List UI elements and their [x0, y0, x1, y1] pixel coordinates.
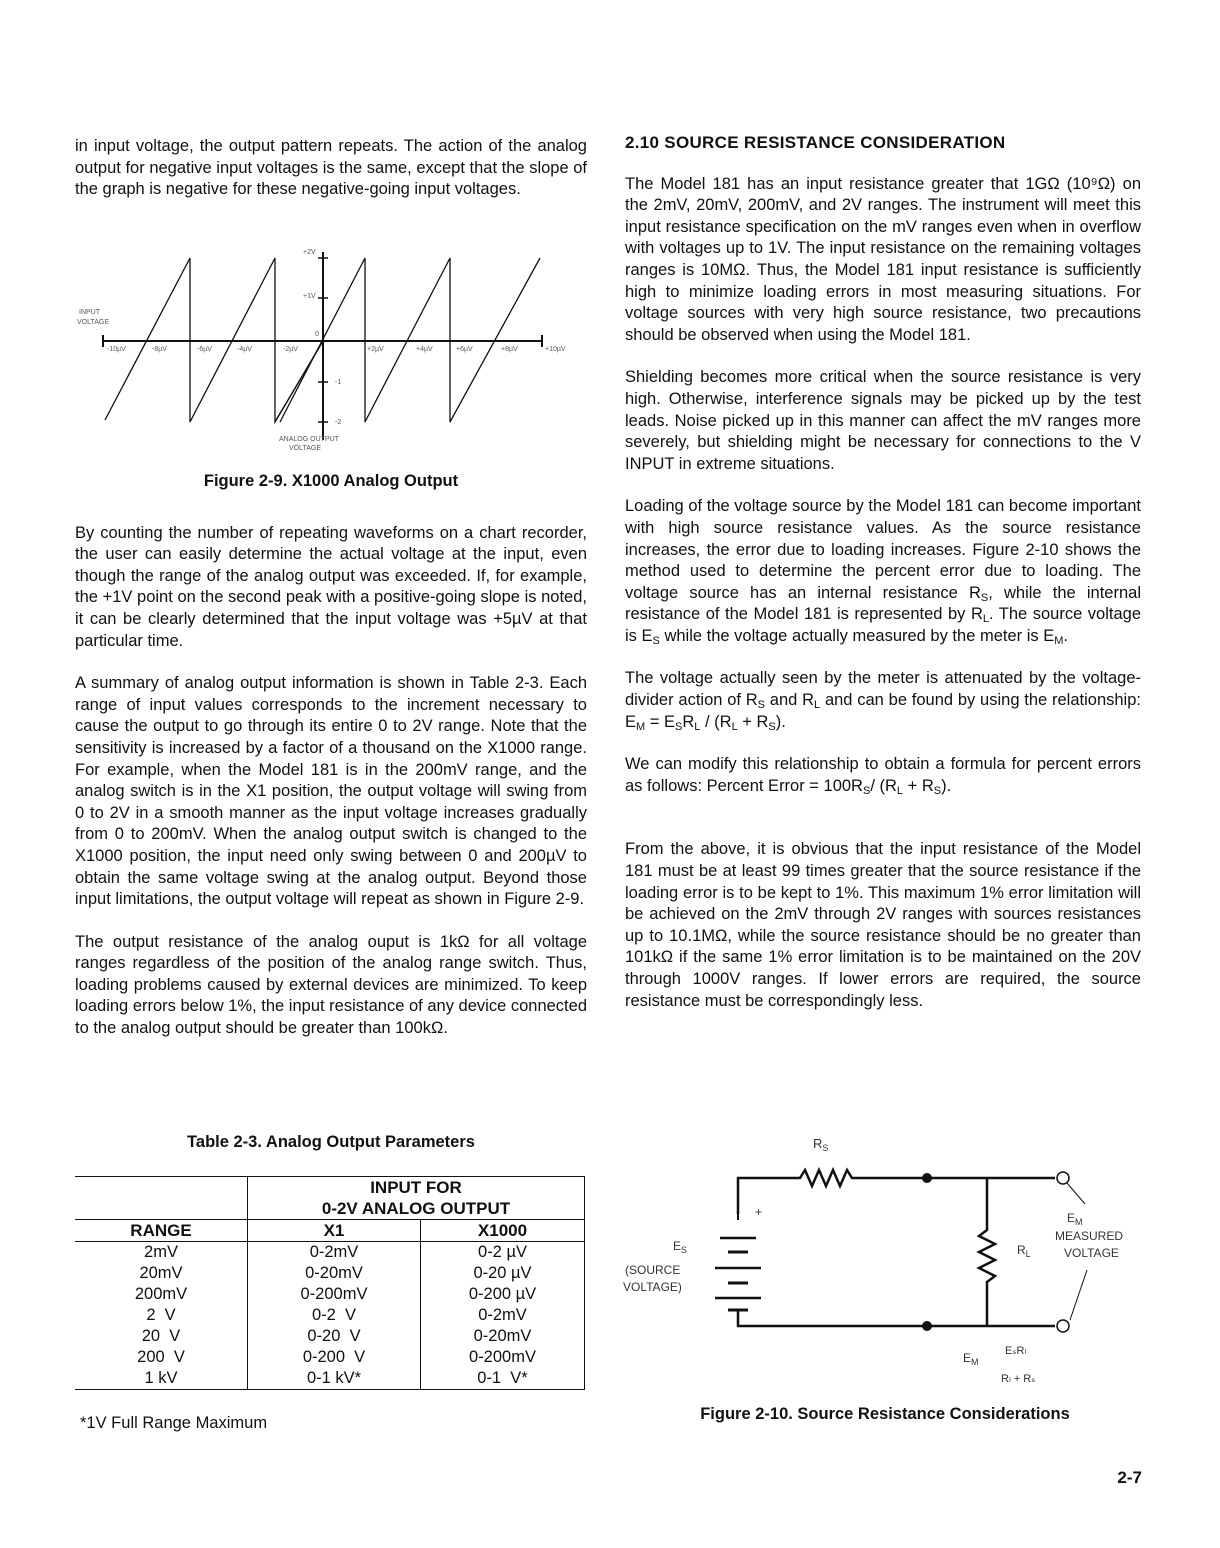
formula-denominator: Rₗ + Rₛ — [1001, 1373, 1036, 1385]
measured-voltage-label: MEASURED — [1055, 1229, 1124, 1243]
x1000-cell: 0-1 V* — [421, 1368, 585, 1390]
analog-output-table — [75, 1176, 585, 1390]
origin-label: 0 — [315, 331, 319, 338]
range-cell: 2mV — [75, 1242, 248, 1264]
group-header-2: 0-2V ANALOG OUTPUT — [248, 1198, 585, 1220]
x-tick: +2µV — [367, 346, 384, 353]
x-tick: -8µV — [152, 346, 167, 353]
x-tick: -6µV — [197, 346, 212, 353]
left-paragraph-4: The output resistance of the analog ouput is 1kΩ for all voltage ranges regardless of the position of the analog range switch. Thus, loading problems caused by external devices are minimized. To keep loading errors below 1%, the input resistance of any device connected to the analog output should be greater than 100kΩ. — [75, 932, 587, 1038]
x1-cell: 0-20mV — [248, 1263, 421, 1284]
left-paragraph-2: By counting the number of repeating waveforms on a chart recorder, the user can easily determine the actual voltage at the input, even though the range of the analog output was exceeded. If, for example, the +1V point on the second peak with a positive-going slope is noted, it can be clearly determined that the input voltage was +5µV at that particular time. — [75, 523, 587, 650]
table-row — [75, 1305, 585, 1326]
range-cell: 2 V — [75, 1305, 248, 1326]
es-label: $E_S$ — [673, 1239, 688, 1255]
page-number: 2-7 — [1117, 1468, 1142, 1487]
column-header-x1: X1 — [248, 1220, 421, 1242]
x1000-cell: 0-200mV — [421, 1347, 585, 1368]
table-row — [75, 1284, 585, 1305]
table-footnote: *1V Full Range Maximum — [80, 1414, 268, 1432]
y-label-mid: +1V — [303, 293, 316, 300]
x-tick: +8µV — [501, 346, 518, 353]
left-paragraph-1: in input voltage, the output pattern repeats. The action of the analog output for negative input voltages is the same, except that the slope of the graph is negative for these negative-going input voltages. — [75, 137, 587, 199]
x1-cell: 0-200mV — [248, 1284, 421, 1305]
table-row — [75, 1326, 585, 1347]
x1-cell: 0-20 V — [248, 1326, 421, 1347]
load-resistor — [979, 1178, 995, 1326]
group-header-1: INPUT FOR — [248, 1177, 585, 1199]
x1000-cell: 0-200 µV — [421, 1284, 585, 1305]
x-tick: -4µV — [237, 346, 252, 353]
x1-cell: 0-2 V — [248, 1305, 421, 1326]
right-paragraph-6: From the above, it is obvious that the input resistance of the Model 181 must be at least 99 times greater that the source resistance if the loading error is to be kept to 1%. This maximum 1% error limitation will be achieved on the 2mV through 2V ranges with sources resistances up to 10.1MΩ, while the source resistance should be no greater than 101kΩ if the same 1% error limitation is to be maintained on the 20V through 1000V ranges. If lower errors are required, the source resistance must be correspondingly less. — [625, 840, 1141, 1010]
x1000-cell: 0-2mV — [421, 1305, 585, 1326]
figure-2-9 — [75, 240, 585, 510]
section-heading: 2.10 SOURCE RESISTANCE CONSIDERATION — [625, 133, 1006, 152]
x-tick: -10µV — [107, 346, 126, 353]
figure-2-10 — [615, 1130, 1155, 1420]
x1-cell: 0-2mV — [248, 1242, 421, 1264]
y-label-neg1: -1 — [335, 379, 342, 386]
input-voltage-label: INPUT — [79, 309, 100, 316]
y-label-top: +2V — [303, 249, 316, 256]
range-cell: 200mV — [75, 1284, 248, 1305]
x-tick: -2µV — [283, 346, 298, 353]
input-voltage-label-2: VOLTAGE — [77, 319, 110, 326]
figure-2-9-caption: Figure 2-9. X1000 Analog Output — [203, 472, 459, 490]
column-header-x1000: X1000 — [421, 1220, 585, 1242]
figure-2-10-caption: Figure 2-10. Source Resistance Considerations — [700, 1405, 1070, 1423]
output-voltage-label: ANALOG OUTPUT — [279, 436, 339, 443]
table-row — [75, 1263, 585, 1284]
measured-voltage-label-2: VOLTAGE — [1064, 1246, 1119, 1260]
formula-numerator: EₛRₗ — [1005, 1345, 1027, 1357]
x-tick: +10µV — [545, 346, 566, 353]
range-cell: 20 V — [75, 1326, 248, 1347]
y-label-neg2: -2 — [335, 419, 342, 426]
rl-label: $R_L$ — [1017, 1243, 1031, 1259]
source-voltage-label: (SOURCE — [625, 1263, 681, 1277]
right-paragraph-1: The Model 181 has an input resistance greater that 1GΩ (10⁹Ω) on the 2mV, 20mV, 200mV, and 2V ranges. The instrument will meet this input resistance specification on the mV ranges even when in overflow with voltages up to 1V. The input resistance on the remaining voltages ranges is 10MΩ. Thus, the Model 181 input resistance is sufficiently high to minimize loading errors in most measuring situations. For voltage sources with very high source resistance, two precautions should be observed when using the Model 181. — [625, 174, 1141, 344]
source-voltage-label-2: VOLTAGE) — [623, 1280, 682, 1294]
x-tick-labels — [107, 346, 566, 353]
left-column-lower — [75, 471, 587, 1061]
right-paragraph-4: The voltage actually seen by the meter is attenuated by the voltage-divider action of $R_S$ and $R_L$ and can be found by using the relationship: $E_M = E_SR_L / (R_L + R_S)$. — [625, 669, 1141, 733]
range-cell: 1 kV — [75, 1368, 248, 1390]
x1000-cell: 0-2 µV — [421, 1242, 585, 1264]
source-resistor — [738, 1170, 1055, 1214]
column-header-range: RANGE — [75, 1220, 248, 1242]
left-paragraph-3: A summary of analog output information is shown in Table 2-3. Each range of input values corresponds to the increment necessary to cause the output to go through its entire 0 to 2V range. Note that the sensitivity is increased by a factor of a thousand on the X1000 range. For example, when the Model 181 is in the 200mV range, and the analog switch is in the X1 position, the output voltage will swing from 0 to 2V in a smooth manner as the input voltage increases gradually from 0 to 200mV. When the analog output switch is changed to the X1000 position, the input need only swing between 0 and 200µV to obtain the same voltage swing at the analog output. Beyond those input limitations, the output voltage will repeat as shown in Figure 2-9. — [75, 674, 587, 909]
x1000-cell: 0-20mV — [421, 1326, 585, 1347]
left-column — [75, 136, 587, 222]
x1-cell: 0-1 kV* — [248, 1368, 421, 1390]
x1000-cell: 0-20 µV — [421, 1263, 585, 1284]
right-paragraph-2: Shielding becomes more critical when the source resistance is very high. Otherwise, interference signals may be picked up by the test leads. Noise picked up in this manner can affect the mV ranges more severely, but shielding might be necessary for connections to the V INPUT in extreme situations. — [625, 368, 1141, 473]
range-cell: 20mV — [75, 1263, 248, 1284]
table-row — [75, 1347, 585, 1368]
plus-sign: + — [755, 1205, 763, 1219]
table-2-3-title: Table 2-3. Analog Output Parameters — [187, 1133, 475, 1151]
right-paragraph-5: We can modify this relationship to obtain a formula for percent errors as follows: Percent Error = $100R_S/$ $(R_L + R_S)$. — [625, 755, 1141, 797]
x-tick: +4µV — [416, 346, 433, 353]
em-formula-label: $E_M$ — [963, 1351, 979, 1367]
em-label-top: $E_M$ — [1067, 1211, 1083, 1227]
x-tick: +6µV — [456, 346, 473, 353]
table-row — [75, 1368, 585, 1390]
range-cell: 200 V — [75, 1347, 248, 1368]
table-row — [75, 1242, 585, 1264]
right-paragraph-3: Loading of the voltage source by the Model 181 can become important with high source resistance values. As the source resistance increases, the error due to loading increases. Figure 2-10 shows the method used to determine the percent error due to loading. The voltage source has an internal resistance $R_S$, while the internal resistance of the Model 181 is represented by $R_L$. The source voltage is $E_S$ while the voltage actually measured by the meter is $E_M$. — [625, 497, 1141, 647]
rs-label: $R_S$ — [813, 1136, 829, 1153]
x1-cell: 0-200 V — [248, 1347, 421, 1368]
output-voltage-label-2: VOLTAGE — [289, 445, 322, 452]
right-column — [625, 132, 1141, 1033]
